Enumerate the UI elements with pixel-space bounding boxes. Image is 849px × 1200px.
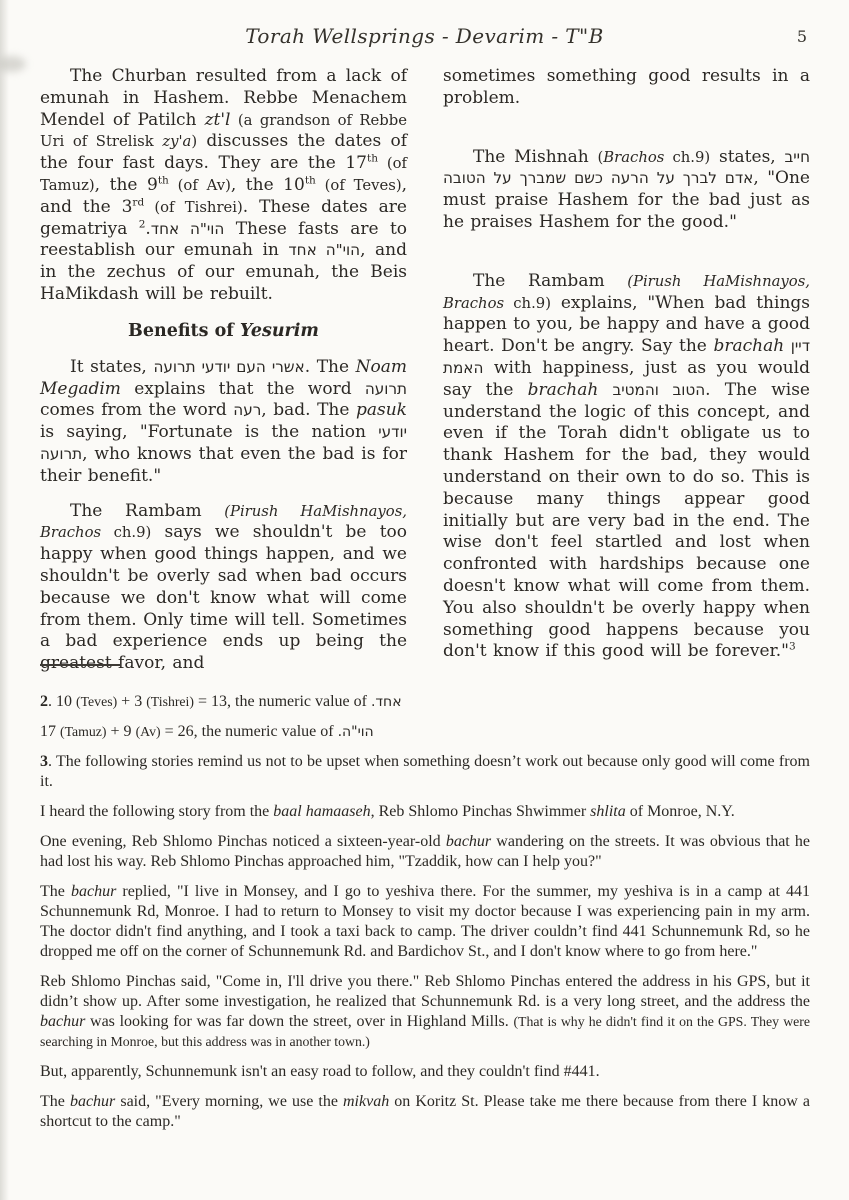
text-segment: ) xyxy=(191,133,198,151)
text-segment: ch.9) xyxy=(513,294,551,312)
text-segment: . xyxy=(145,218,151,239)
text-segment: ch.9) xyxy=(113,524,152,542)
text-segment xyxy=(598,380,612,400)
text-segment: on Koritz St. Please take me there because from there I know a shortcut to the camp." xyxy=(40,1093,811,1130)
text-segment: says we shouldn't be too happy when good things happen, and we shouldn't be overly sad when bad occurs because we don't know what will come from them. Only time will tell. Sometimes a bad experience ends up being the greatest favor, and xyxy=(40,522,407,674)
text-segment: (Pirush HaMishnayos, Brachos xyxy=(40,502,407,542)
text-segment: Benefits of xyxy=(128,320,240,341)
text-segment: (That is why he didn't find it on the GPS. They were searching in Monroe, but this address was in another town.) xyxy=(40,1014,811,1049)
text-segment: of Monroe, N.Y. xyxy=(625,803,735,820)
text-segment: was looking for was far down the street, over in Highland Mills. xyxy=(85,1013,514,1030)
text-segment: states, xyxy=(710,146,785,167)
text-segment: sometimes something good results in a problem. xyxy=(443,66,810,108)
paragraph-rambam-says xyxy=(40,501,407,675)
text-segment: , bad. The xyxy=(261,400,356,421)
hebrew-text-segment: הטוב והמטיב xyxy=(612,380,706,399)
section-heading-benefits-of-yesurim xyxy=(40,320,407,342)
footnote-3-story-paragraph xyxy=(40,1062,810,1082)
two-column-body xyxy=(40,66,810,700)
text-segment: , and in the zechus of our emunah, the Beis HaMikdash will be rebuilt. xyxy=(40,240,408,304)
text-segment: The xyxy=(40,883,71,900)
scan-smudge-artifact xyxy=(0,56,26,72)
text-segment: (Tamuz) xyxy=(60,724,107,739)
paragraph-rambam-explains xyxy=(443,271,810,663)
text-segment: The Mishnah xyxy=(473,146,598,167)
text-segment: (of Tamuz) xyxy=(40,155,407,194)
footnote-3-story-paragraph xyxy=(40,832,810,872)
text-segment: , who knows that even the bad is for their benefit." xyxy=(40,443,407,486)
text-segment: , the 10 xyxy=(230,174,305,195)
text-segment: . The following stories remind us not to be upset when something doesn’t work out because only good will come from it. xyxy=(40,753,810,790)
text-segment: , and the 3 xyxy=(40,174,407,217)
text-segment: The Churban resulted from a lack of emunah in Hashem. Rebbe Menachem Mendel of Patilch xyxy=(40,66,407,130)
paragraph-churban xyxy=(40,66,407,306)
text-segment: 3 xyxy=(789,640,796,653)
text-segment: (of Teves) xyxy=(315,176,402,194)
text-segment: (a grandson of Rebbe Uri of Strelisk xyxy=(40,111,407,151)
text-segment: = 26, the numeric value of xyxy=(160,723,338,740)
hebrew-text-segment: אחד. xyxy=(370,694,402,710)
text-segment: , "One must praise Hashem for the bad just as he praises Hashem for the good." xyxy=(443,168,810,232)
text-segment: with happiness, just as you would say the xyxy=(443,357,810,400)
text-segment: 17 xyxy=(40,723,60,740)
footnote-3-story-paragraph xyxy=(40,882,810,962)
text-segment: th xyxy=(304,174,316,187)
text-column-right xyxy=(443,66,810,700)
text-segment: Noam Megadim xyxy=(40,356,407,399)
text-segment xyxy=(784,336,791,356)
text-segment: is saying, "Fortunate is the nation xyxy=(40,422,379,443)
page-header-title: Torah Wellsprings - Devarim - T"B xyxy=(245,24,604,48)
text-segment: (Tishrei) xyxy=(146,694,194,709)
text-segment: These fasts are to reestablish our emunah in xyxy=(40,218,408,261)
text-segment: (of Av) xyxy=(168,176,231,194)
text-segment: bachur xyxy=(40,1013,86,1030)
text-segment: It states, xyxy=(70,356,154,377)
footnote-2-line-2 xyxy=(40,722,810,742)
hebrew-text-segment: חייב אדם לברך על הרעה כשם שמברך על הטובה xyxy=(443,147,810,188)
text-segment: . These dates are gematriya xyxy=(40,196,407,239)
text-segment: 2 xyxy=(138,217,146,230)
text-segment: ( xyxy=(597,148,604,166)
text-segment: + 9 xyxy=(106,723,136,740)
text-segment: th xyxy=(157,174,169,187)
text-segment: = 13, the numeric value of xyxy=(194,693,371,710)
hebrew-text-segment: הוי"ה. xyxy=(337,724,374,740)
text-segment: . The xyxy=(304,356,356,377)
text-segment: . The wise understand the logic of this concept, and even if the Torah didn't obligate us to thank Hashem for the bad, they would understand on their own to do so. This is because many things appear good initially but are very bad in the end. The wise don't feel startled and lost when confronted with hardships because one doesn't know what will come from them. You also shouldn't be overly happy when something good happens because you don't know if this good will be forever." xyxy=(443,379,810,662)
text-segment: comes from the word xyxy=(40,400,234,421)
text-segment: The Rambam xyxy=(473,270,628,291)
text-segment: , Reb Shlomo Pinchas Shwimmer xyxy=(370,803,591,820)
page-number: 5 xyxy=(796,27,807,46)
text-segment: I heard the following story from the xyxy=(40,803,274,820)
hebrew-text-segment: רעה xyxy=(233,401,262,420)
text-segment: wandering on the streets. It was obvious that he had lost his way. Reb Shlomo Pinchas approached him, "Tzaddik, how can I help you?" xyxy=(40,833,811,870)
text-segment: explains that the word xyxy=(120,378,365,399)
text-segment: (Av) xyxy=(135,724,161,739)
text-segment: ch.9) xyxy=(664,148,711,166)
footnote-2-line-1 xyxy=(40,692,810,712)
text-segment: rd xyxy=(132,196,145,209)
footnotes-section xyxy=(40,658,810,1142)
text-segment: shlita xyxy=(590,803,626,820)
text-segment: bachur xyxy=(70,883,117,900)
text-segment: bachur xyxy=(69,1093,116,1110)
text-segment: 3 xyxy=(40,753,48,770)
text-segment: (of Tishrei) xyxy=(144,198,243,216)
text-segment: The Rambam xyxy=(70,500,225,521)
text-segment: discusses the dates of the four fast days. They are the 17 xyxy=(40,131,407,174)
footnote-3-intro xyxy=(40,752,810,792)
text-segment: replied, "I live in Monsey, and I go to yeshiva there. For the summer, my yeshiva is in a camp at 441 Schunnemunk Rd, Monroe. I had to return to Monsey to visit my doctor because I was experiencing pain in my arm. The doctor didn't find anything, and I took a taxi back to camp. The driver couldn’t find 441 Schunnemunk Rd, so he dropped me off on the corner of Schunnemunk Rd. and Bardichov St., and I don't know where to go from here." xyxy=(40,883,811,960)
text-segment: 2 xyxy=(40,693,48,710)
hebrew-text-segment: דיין האמת xyxy=(443,337,810,377)
text-segment: th xyxy=(366,152,378,165)
hebrew-text-segment: אשרי העם יודעי תרועה xyxy=(153,357,305,376)
hebrew-text-segment: תרועה xyxy=(364,379,407,398)
text-segment: zt'l xyxy=(204,109,231,130)
text-segment: The xyxy=(40,1093,70,1110)
text-segment: brachah xyxy=(713,336,785,357)
text-segment: But, apparently, Schunnemunk isn't an easy road to follow, and they couldn't find #441. xyxy=(40,1063,600,1080)
text-segment: zy'a xyxy=(162,133,192,151)
footnote-3-story-paragraph xyxy=(40,1092,810,1132)
footnote-divider xyxy=(40,664,120,666)
paragraph-it-states xyxy=(40,357,407,488)
text-segment: Brachos xyxy=(603,148,665,166)
text-segment: brachah xyxy=(527,379,599,400)
text-segment: baal hamaaseh xyxy=(273,803,371,820)
text-segment: Reb Shlomo Pinchas said, "Come in, I'll drive you there." Reb Shlomo Pinchas entered the address in his GPS, but it didn’t show up. After some investigation, he realized that Schunnemunk Rd. is a very long street, and the address the xyxy=(40,973,810,1010)
text-segment: + 3 xyxy=(117,693,147,710)
paragraph-sometimes-good xyxy=(443,66,810,110)
text-segment: bachur xyxy=(445,833,492,850)
text-segment: . 10 xyxy=(48,693,76,710)
text-segment: pasuk xyxy=(355,400,407,421)
hebrew-text-segment: הוי"ה אחד xyxy=(288,241,361,260)
text-segment: (Pirush HaMishnayos, Brachos xyxy=(443,272,810,312)
text-segment: (Teves) xyxy=(76,694,118,709)
text-segment: explains, "When bad things happen to you, be happy and have a good heart. Don't be angry. Say the xyxy=(443,292,811,357)
footnote-3-story-paragraph xyxy=(40,972,810,1052)
hebrew-text-segment: הוי"ה אחד xyxy=(150,219,225,238)
text-segment: , the 9 xyxy=(94,174,158,195)
text-segment: Yesurim xyxy=(239,320,319,341)
text-column-left xyxy=(40,66,407,700)
paragraph-mishnah xyxy=(443,147,810,234)
text-segment: One evening, Reb Shlomo Pinchas noticed a sixteen-year-old xyxy=(40,833,446,850)
text-segment: said, "Every morning, we use the xyxy=(115,1093,343,1110)
hebrew-text-segment: יודעי תרועה xyxy=(40,423,407,463)
footnote-3-story-source xyxy=(40,802,810,822)
text-segment: mikvah xyxy=(343,1093,390,1110)
